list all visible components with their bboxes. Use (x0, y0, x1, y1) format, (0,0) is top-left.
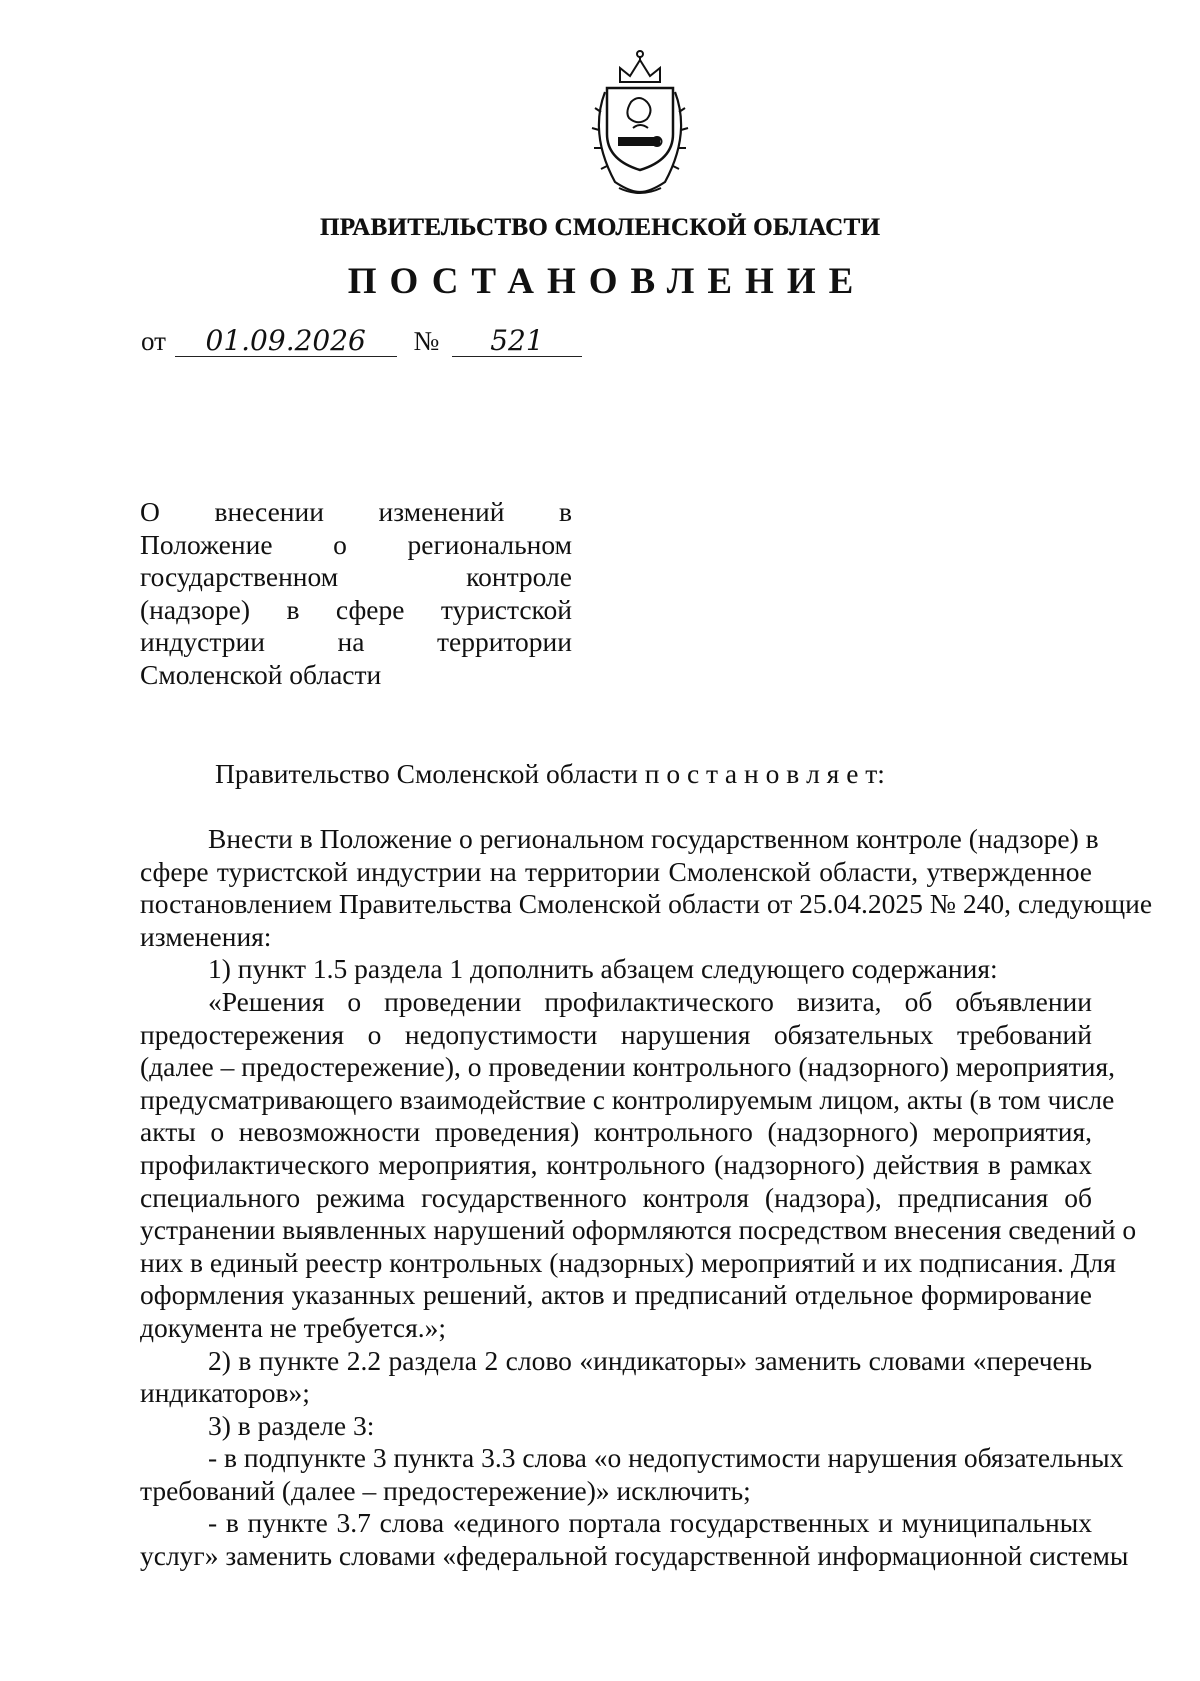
handwritten-date: 01.09.2026 (175, 326, 397, 357)
body-line: сфере туристской индустрии на территории Смоленской области, утвержденное (140, 855, 1092, 887)
body-line: изменения: (140, 920, 272, 952)
body-line: требований (далее – предостережение)» исключить; (140, 1474, 751, 1506)
body-line: - в пункте 3.7 слова «единого портала государственных и муниципальных (208, 1507, 1092, 1539)
handwritten-number: 521 (452, 326, 582, 357)
coat-of-arms-emblem (575, 42, 705, 200)
date-number-line (141, 326, 582, 357)
decree-line: Правительство Смоленской области п о с т а н о в л я е т: (215, 758, 885, 789)
body-line: акты о невозможности проведения) контрольного (надзорного) мероприятия, (140, 1116, 1092, 1148)
body-line: оформления указанных решений, актов и предписаний отдельное формирование (140, 1279, 1092, 1311)
body-line: документа не требуется.»; (140, 1311, 446, 1343)
subject-line: О внесении изменений в (140, 496, 572, 527)
number-label: № (413, 326, 440, 356)
body-line: Внести в Положение о региональном государственном контроле (надзоре) в (208, 823, 1099, 854)
from-label: от (141, 326, 166, 356)
subject-line: (надзоре) в сфере туристской (140, 593, 572, 625)
body-line: «Решения о проведении профилактического визита, об объявлении (208, 985, 1092, 1017)
document-type-title: ПОСТАНОВЛЕНИЕ (347, 261, 867, 302)
subject-line: Смоленской области (140, 658, 382, 690)
document-subject (140, 496, 572, 692)
body-line: (далее – предостережение), о проведении контрольного (надзорного) мероприятия, (140, 1051, 1116, 1083)
organization-title: ПРАВИТЕЛЬСТВО СМОЛЕНСКОЙ ОБЛАСТИ (319, 214, 881, 241)
body-line: них в единый реестр контрольных (надзорных) мероприятий и их подписания. Для (140, 1246, 1116, 1278)
body-line: специального режима государственного контроля (надзора), предписания об (140, 1181, 1092, 1213)
body-line: индикаторов»; (140, 1377, 310, 1409)
body-line: услуг» заменить словами «федеральной государственной информационной системы (140, 1540, 1129, 1572)
subject-line: индустрии на территории (140, 626, 572, 658)
subject-line: Положение о региональном (140, 528, 572, 560)
document-body (140, 823, 1153, 1573)
body-line: предостережения о недопустимости нарушения обязательных требований (140, 1018, 1092, 1050)
body-line: 1) пункт 1.5 раздела 1 дополнить абзацем следующего содержания: (208, 953, 998, 985)
subject-line: государственном контроле (140, 561, 572, 593)
body-line: предусматривающего взаимодействие с контролируемым лицом, акты (в том числе (140, 1083, 1115, 1115)
body-line: постановлением Правительства Смоленской области от 25.04.2025 № 240, следующие (140, 888, 1153, 920)
body-line: 2) в пункте 2.2 раздела 2 слово «индикаторы» заменить словами «перечень (208, 1344, 1092, 1376)
body-line: профилактического мероприятия, контрольного (надзорного) действия в рамках (140, 1148, 1092, 1180)
body-line: - в подпункте 3 пункта 3.3 слова «о недопустимости нарушения обязательных (208, 1442, 1124, 1474)
body-line: 3) в разделе 3: (208, 1409, 375, 1441)
body-line: устранении выявленных нарушений оформляются посредством внесения сведений о (140, 1214, 1137, 1246)
